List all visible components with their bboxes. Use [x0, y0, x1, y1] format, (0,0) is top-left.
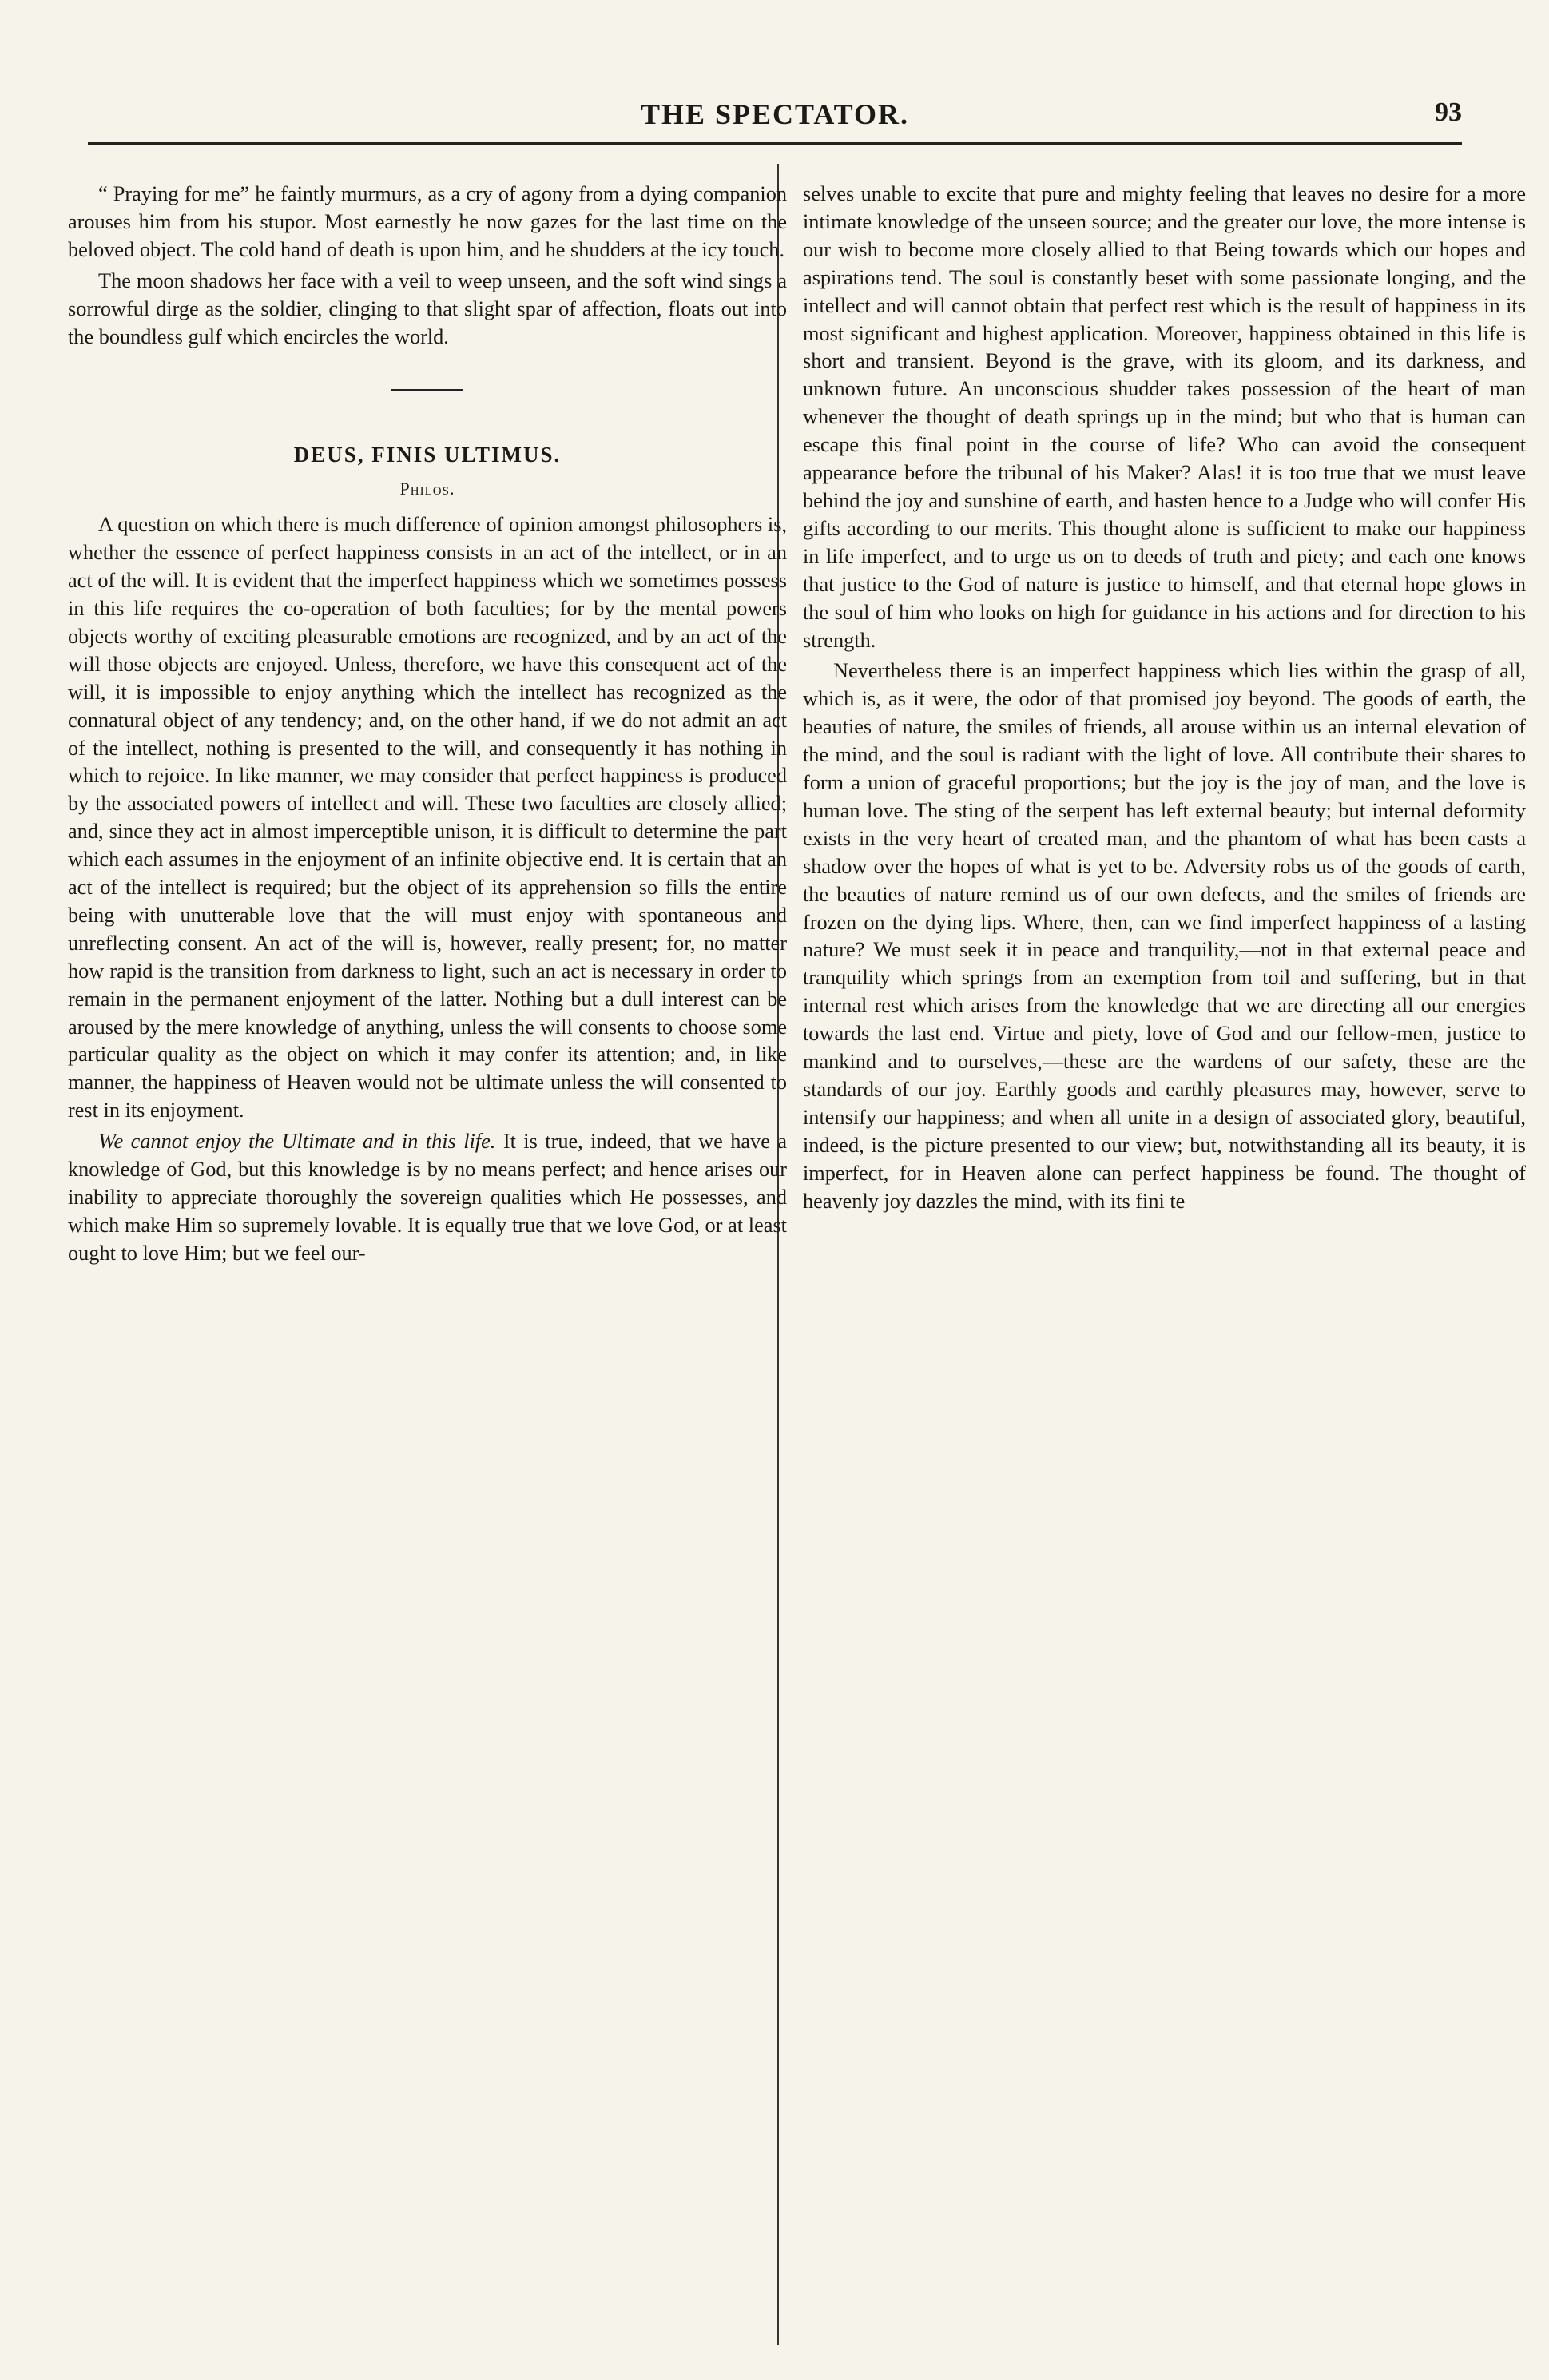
section-separator [391, 389, 463, 391]
article-subhead-text: It is true, indeed, that we have a knowledge of God, but this knowledge is by no means perfect; and hence arises our inability to appreciate thoroughly the sovereign qualities which He possesses, and which make Him so supremely lovable. It is equally true that we love God, or at least ought to love Him; but we feel our- [68, 1130, 787, 1265]
left-column [68, 181, 787, 1268]
article-paragraph: Nevertheless there is an imperfect happiness which lies within the grasp of all, which is, as it were, the odor of that promised joy beyond. The goods of earth, the beauties of nature, the smiles of friends, all arouse within us an internal elevation of the mind, and the soul is radiant with the light of love. All contribute their shares to form a union of graceful proportions; but the joy is the joy of man, and the love is human love. The sting of the serpent has left external beauty; but internal deformity exists in the very heart of created man, and the phantom of what has been casts a shadow over the hopes of what is yet to be. Adversity robs us of the goods of earth, the beauties of nature remind us of our own defects, and the smiles of friends are frozen on the dying lips. Where, then, can we find imperfect happiness of a lasting nature? We must seek it in peace and tranquility,—not in that external peace and tranquility which springs from an exemption from toil and suffering, but in that internal rest which arises from the knowledge that we are directing all our energies towards the last end. Virtue and piety, love of God and our fellow-men, justice to mankind and to ourselves,—these are the wardens of our safety, these are the standards of our joy. Earthly goods and earthly pleasures may, however, serve to intensify our happiness; and when all unite in a design of associated glory, beautiful, indeed, is the picture presented to our view; but, notwithstanding all its beauty, it is imperfect, for in Heaven alone can perfect happiness be found. The thought of heavenly joy dazzles the mind, with its fini te [803, 659, 1526, 1213]
article-subhead: We cannot enjoy the Ultimate and in this life. [98, 1130, 496, 1154]
article-title: DEUS, FINIS ULTIMUS. [293, 443, 562, 467]
right-column [803, 181, 1526, 1216]
page-number: 93 [1435, 97, 1462, 127]
article-paragraph: selves unable to excite that pure and mighty feeling that leaves no desire for a more intimate knowledge of the unseen source; and the greater our love, the more intense is our wish to become more closely allied to that Being towards which our hopes and aspirations tend. The soul is constantly beset with some passionate longing, and the intellect and will cannot obtain that perfect rest which is the result of happiness in its most significant and highest application. Moreover, happiness obtained in this life is short and transient. Beyond is the grave, with its gloom, and its darkness, and unknown future. An unconscious shudder takes possession of the heart of man whenever the thought of death springs up in the mind; but who that is human can escape this final point in the course of life? Who can avoid the consequent appearance before the tribunal of his Maker? Alas! it is too true that we must leave behind the joy and sunshine of earth, and hasten hence to a Judge who will confer His gifts according to our merits. This thought alone is sufficient to make our happiness in life imperfect, and to urge us on to deeds of truth and piety; and each one knows that justice to the God of nature is justice to himself, and that eternal hope glows in the soul of him who looks on high for guidance in his actions and for direction to his strength. [803, 182, 1526, 652]
poem-end-paragraph: “ Praying for me” he faintly murmurs, as a cry of agony from a dying companion arouses him from his stupor. Most earnestly he now gazes for the last time on the beloved object. The cold hand of death is upon him, and he shudders at the icy touch. [68, 182, 787, 261]
running-title: THE SPECTATOR. [640, 98, 910, 130]
article-paragraph: A question on which there is much difference of opinion amongst philosophers is, whether the essence of perfect happiness consists in an act of the intellect, or in an act of the will. It is evident that the imperfect happiness which we sometimes possess in this life requires the co-operation of both faculties; for by the mental powers objects worthy of exciting pleasurable emotions are recognized, and by an act of the will those objects are enjoyed. Unless, therefore, we have this consequent act of the will, it is impossible to enjoy anything which the intellect has recognized as the connatural object of any tendency; and, on the other hand, if we do not admit an act of the intellect, nothing is presented to the will, and consequently it has nothing in which to rejoice. In like manner, we may consider that perfect happiness is produced by the associated powers of intellect and will. These two faculties are closely allied; and, since they act in almost imperceptible unison, it is difficult to determine the part which each assumes in the enjoyment of an infinite objective end. It is certain that an act of the intellect is required; but the object of its apprehension so fills the entire being with unutterable love that the will must enjoy with spontaneous and unreflecting consent. An act of the will is, however, really present; for, no matter how rapid is the transition from darkness to light, such an act is necessary in order to remain in the permanent enjoyment of the latter. Nothing but a dull interest can be aroused by the mere knowledge of anything, unless the will consents to choose some particular quality as the object on which it may confer its attention; and, in like manner, the happiness of Heaven would not be ultimate unless the will consented to rest in its enjoyment. [68, 513, 787, 1122]
poem-end-paragraph: The moon shadows her face with a veil to weep unseen, and the soft wind sings a sorrowful dirge as the soldier, clinging to that slight spar of affection, floats out into the boundless gulf which encircles the world. [68, 268, 787, 348]
page-header [88, 94, 1462, 145]
article-byline: Philos. [399, 479, 455, 499]
article-paragraph [68, 1128, 787, 1268]
